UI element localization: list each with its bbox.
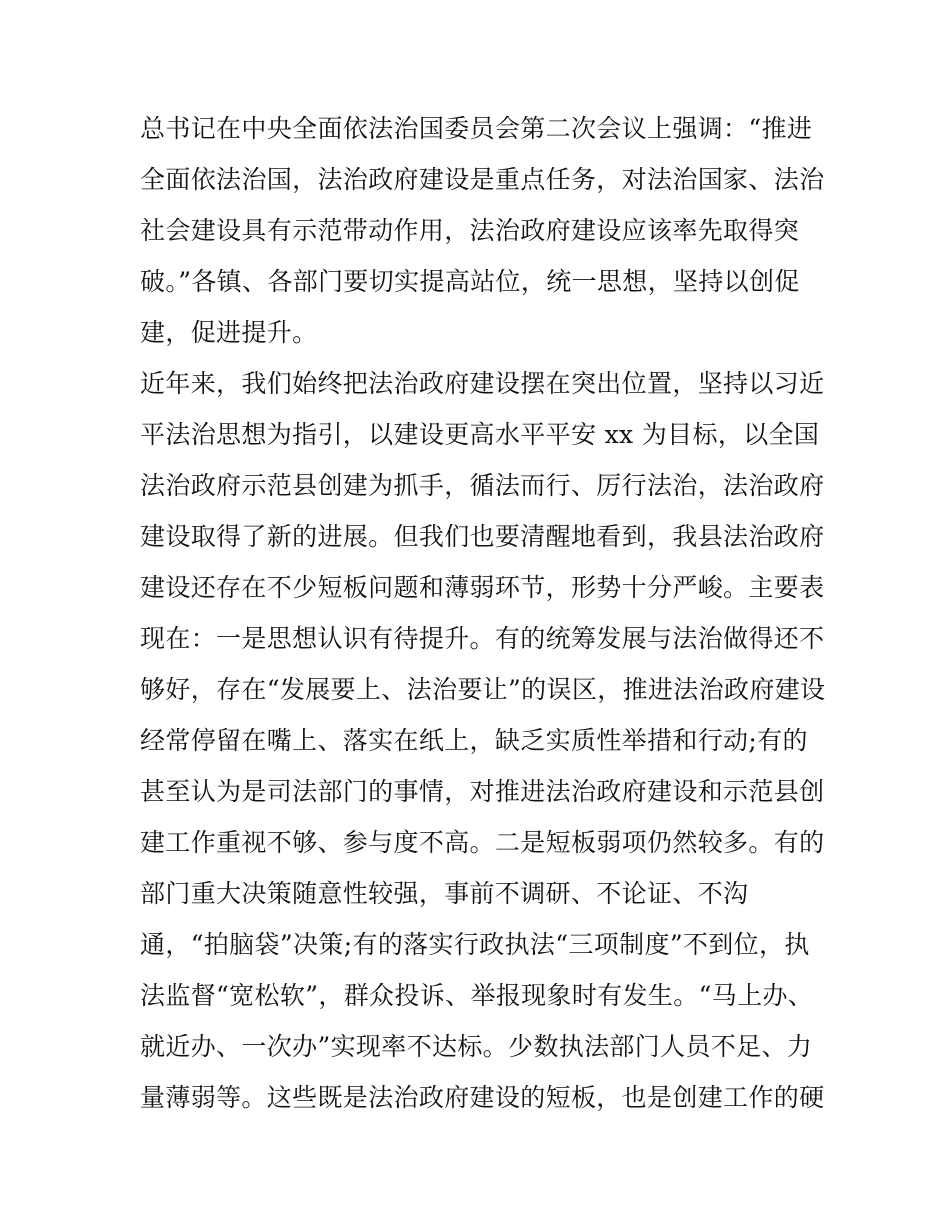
text-line: 社会建设具有示范带动作用，法治政府建设应该率先取得突 [140,216,800,245]
text-line: 就近办、一次办”实现率不达标。少数执法部门人员不足、力 [140,1032,813,1061]
text-line: 甚至认为是司法部门的事情，对推进法治政府建设和示范县创 [140,777,825,806]
text-line: 总书记在中央全面依法治国委员会第二次会议上强调：“推进 [140,114,813,143]
text-line: 建工作重视不够、参与度不高。二是短板弱项仍然较多。有的 [140,828,825,857]
text-line: 够好，存在“发展要上、法治要让”的误区，推进法治政府建设 [140,675,826,704]
text-line: 部门重大决策随意性较强，事前不调研、不论证、不沟 [140,879,749,908]
text-line: 法监督“宽松软”，群众投诉、举报现象时有发生。“马上办、 [140,981,814,1010]
text-line: 通，“拍脑袋”决策;有的落实行政执法“三项制度”不到位，执 [140,930,810,959]
text-line: 建设取得了新的进展。但我们也要清醒地看到，我县法治政府 [140,522,825,551]
text-line: 法治政府示范县创建为抓手，循法而行、厉行法治，法治政府 [140,471,825,500]
text-line: 现在：一是思想认识有待提升。有的统筹发展与法治做得还不 [140,624,825,653]
text-line: 建，促进提升。 [140,318,318,347]
text-line: 经常停留在嘴上、落实在纸上，缺乏实质性举措和行动;有的 [140,726,808,755]
text-line: 量薄弱等。这些既是法治政府建设的短板，也是创建工作的硬 [140,1083,825,1112]
text-line: 近年来，我们始终把法治政府建设摆在突出位置，坚持以习近 [140,369,825,398]
text-line: 全面依法治国，法治政府建设是重点任务，对法治国家、法治 [140,165,825,194]
text-line: 建设还存在不少短板问题和薄弱环节，形势十分严峻。主要表 [140,573,825,602]
text-line: 破。”各镇、各部门要切实提高站位，统一思想，坚持以创促 [140,267,800,296]
text-line: 平法治思想为指引，以建设更高水平平安 xx 为目标，以全国 [140,420,820,449]
